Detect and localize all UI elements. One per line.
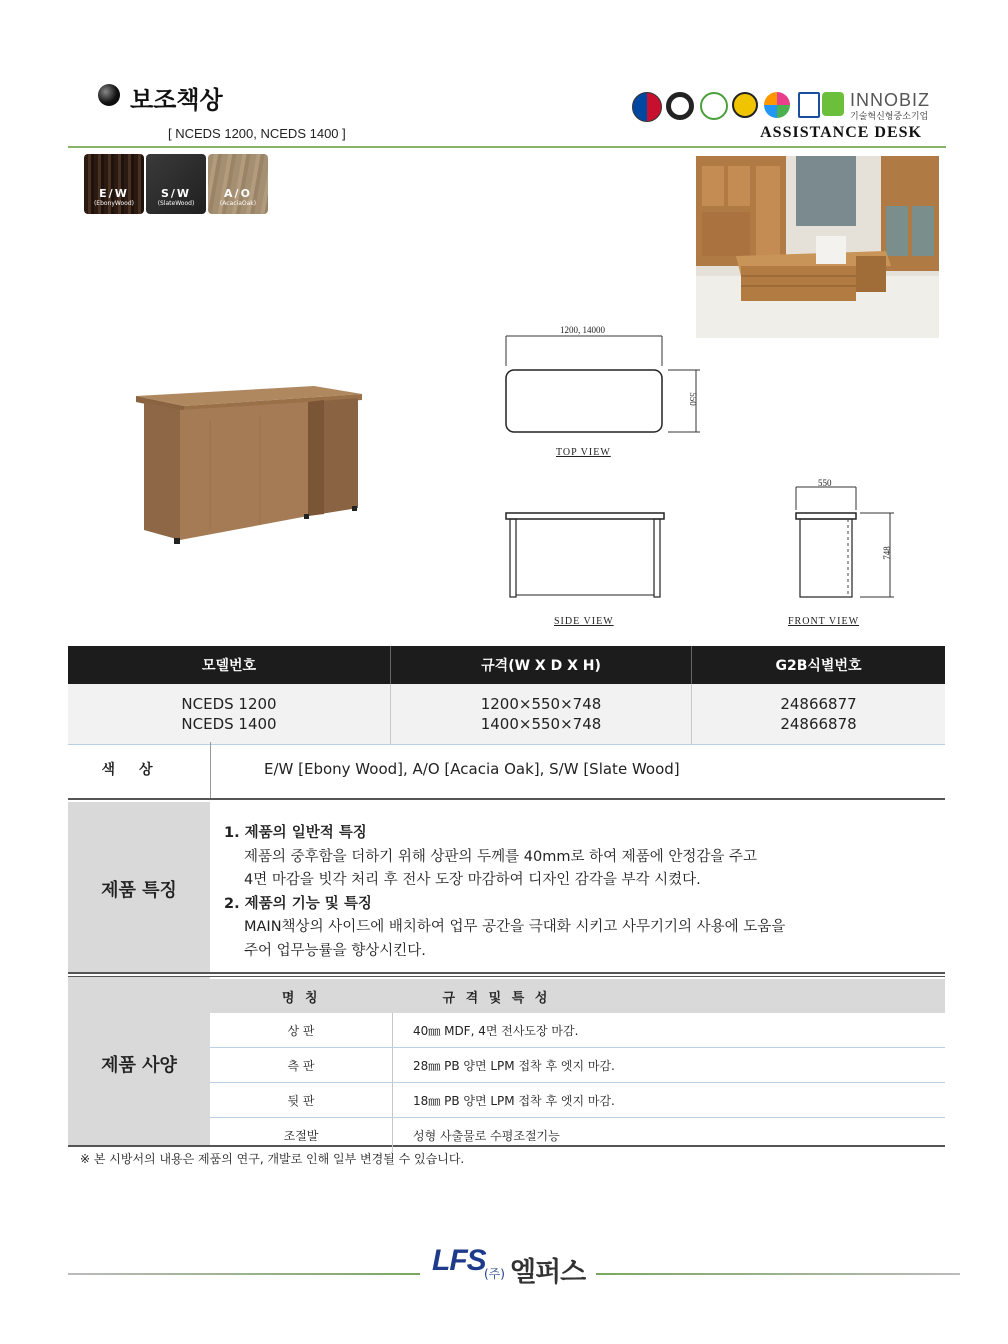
innobiz-logo: INNOBIZ <box>850 90 931 110</box>
good-design-mark-icon <box>666 92 694 120</box>
top-view-label: TOP VIEW <box>556 447 611 458</box>
footer-line-left <box>68 1273 420 1275</box>
spec-side <box>68 977 210 1145</box>
model-numbers: [ NCEDS 1200, NCEDS 1400 ] <box>168 126 346 141</box>
swatch-name: (SlateWood) <box>157 200 195 207</box>
color-value: E/W [Ebony Wood], A/O [Acacia Oak], S/W [Slate Wood] <box>264 760 680 778</box>
feature-text-1a: 제품의 중후함을 더하기 위해 상판의 두께를 40mm로 하여 제품에 안정감을 주고 <box>244 848 757 865</box>
technical-drawings <box>490 320 910 630</box>
model-table-header <box>68 646 945 684</box>
size-cell: 1200×550×748 1400×550×748 <box>391 684 692 745</box>
kc-mark-icon <box>798 92 820 118</box>
front-dim-width: 550 <box>818 478 832 488</box>
features-side <box>68 802 210 972</box>
swatch-code: S/W <box>160 187 192 200</box>
color-label: 색상 <box>68 742 211 798</box>
title-bullet-icon <box>98 84 120 106</box>
model-table <box>68 646 945 745</box>
disability-company-icon <box>764 92 790 118</box>
color-row <box>68 742 945 800</box>
features-section <box>68 802 945 974</box>
disclaimer-note: ※ 본 시방서의 내용은 제품의 연구, 개발로 인해 일부 변경될 수 있습니다. <box>80 1152 465 1166</box>
spec-value: 28㎜ PB 양면 LPM 접착 후 엣지 마감. <box>393 1048 946 1083</box>
swatch-name: (AcaciaOak) <box>219 200 257 207</box>
features-label: 제품 특징 <box>101 880 177 901</box>
desk-product-image <box>130 380 370 554</box>
spec-table <box>210 979 945 1152</box>
spec-value: 18㎜ PB 양면 LPM 접착 후 엣지 마감. <box>393 1083 946 1118</box>
page-title: 보조책상 <box>130 86 223 114</box>
company-logo-kr: 엘퍼스 <box>510 1257 586 1288</box>
spec-value: 성형 사출물로 수평조절기능 <box>413 1128 560 1143</box>
green-company-icon <box>822 92 844 116</box>
spec-name: 조절발 <box>210 1118 393 1153</box>
swatch-code: A/O <box>224 187 252 200</box>
korea-flag-mark-icon <box>632 92 662 122</box>
table-row <box>68 684 945 745</box>
spec-col-spec: 규 격 및 특 성 <box>393 979 946 1013</box>
col-size: 규격(W X D X H) <box>391 646 692 684</box>
quality-mark-icon <box>732 92 758 118</box>
swatch-acacia-oak <box>208 154 268 214</box>
feature-heading-1: 1. 제품의 일반적 특징 <box>224 825 367 841</box>
company-logo-ju: (주) <box>484 1267 505 1281</box>
top-dim-width: 1200, 14000 <box>560 325 605 335</box>
side-view-label: SIDE VIEW <box>554 616 614 627</box>
office-photo <box>696 156 939 338</box>
company-logo-en: LFS <box>432 1244 486 1277</box>
g2b-cell: 24866877 24866878 <box>692 684 946 745</box>
model-cell: NCEDS 1200 NCEDS 1400 <box>68 684 391 745</box>
eco-label-icon <box>700 92 728 120</box>
front-view-label: FRONT VIEW <box>788 616 860 627</box>
feature-heading-2: 2. 제품의 기능 및 특징 <box>224 895 372 912</box>
top-dim-depth: 550 <box>687 392 698 406</box>
header-divider <box>68 146 946 148</box>
spec-header <box>210 979 945 1013</box>
col-g2b: G2B식별번호 <box>692 646 946 684</box>
feature-text-1b: 4면 마감을 빗각 처리 후 전사 도장 마감하여 디자인 감각을 부각 시켰다. <box>244 872 701 888</box>
swatch-ebony-wood <box>84 154 144 214</box>
front-dim-height: 748 <box>881 546 892 560</box>
spec-section <box>68 976 945 1147</box>
feature-text-2b: 주어 업무능률을 향상시킨다. <box>244 942 426 959</box>
swatch-slate-wood <box>146 154 206 214</box>
swatch-name: (EbonyWood) <box>93 200 135 207</box>
spec-label: 제품 사양 <box>101 1055 177 1076</box>
spec-col-name: 명 칭 <box>210 979 393 1013</box>
spec-name: 뒷 판 <box>210 1083 393 1118</box>
features-body <box>224 822 785 963</box>
english-title: ASSISTANCE DESK <box>760 124 922 141</box>
feature-text-2a: MAIN책상의 사이드에 배치하여 업무 공간을 극대화 시키고 사무기기의 사용에 도움을 <box>244 919 786 935</box>
swatch-code: E/W <box>99 187 129 200</box>
footer-line-right <box>596 1273 960 1275</box>
col-model: 모델번호 <box>68 646 391 684</box>
spec-name: 측 판 <box>210 1048 393 1083</box>
innobiz-subtitle: 기술혁신형중소기업 <box>850 112 929 122</box>
table-row <box>210 1118 945 1153</box>
table-row <box>210 1048 945 1083</box>
table-row <box>210 1013 945 1048</box>
spec-name: 상 판 <box>210 1013 393 1048</box>
table-row <box>210 1083 945 1118</box>
spec-value: 40㎜ MDF, 4면 전사도장 마감. <box>393 1013 946 1048</box>
